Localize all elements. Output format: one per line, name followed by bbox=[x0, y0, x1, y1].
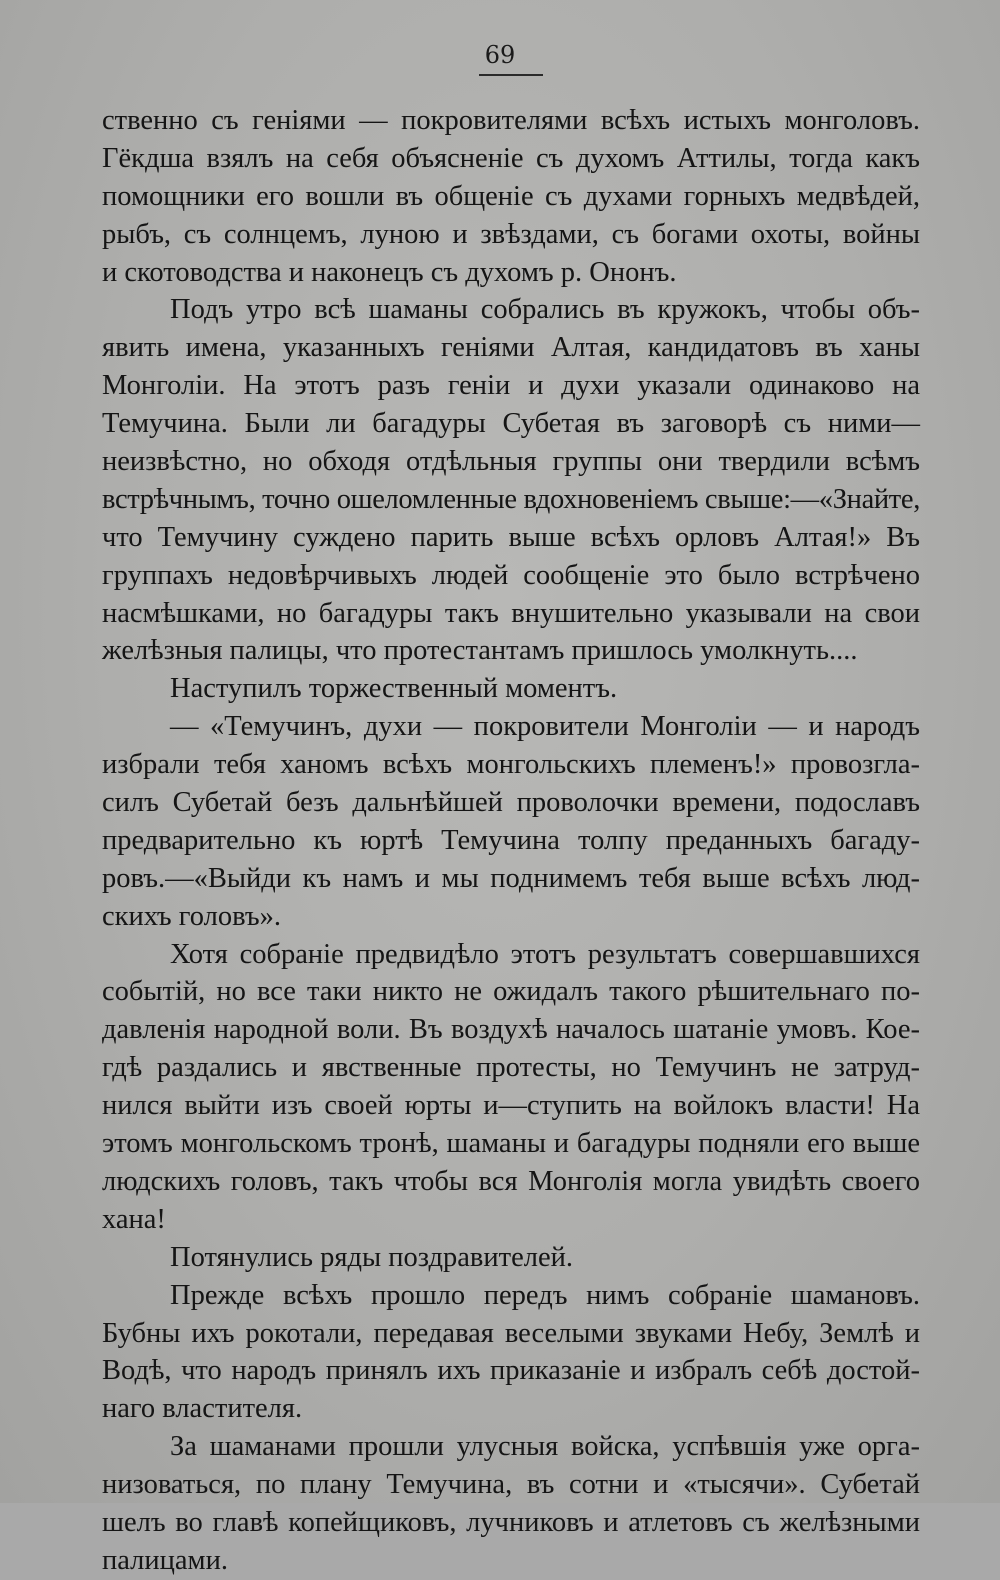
text-line: За шаманами прошли улусныя войска, успѣвшія уже орга- bbox=[170, 1431, 920, 1463]
text-line: желѣзныя палицы, что протестантамъ пришлось умолкнуть.... bbox=[102, 635, 858, 667]
text-line: — «Темучинъ, духи — покровители Монголіи — и народъ bbox=[170, 711, 920, 743]
text-line: неизвѣстно, но обходя отдѣльныя группы они твердили всѣмъ bbox=[102, 446, 920, 478]
text-line: гдѣ раздались и явственные протесты, но Темучинъ не затруд- bbox=[102, 1052, 920, 1084]
text-line: Потянулись ряды поздравителей. bbox=[170, 1241, 573, 1273]
text-line: и скотоводства и наконецъ съ духомъ р. Ононъ. bbox=[102, 256, 677, 288]
text-line: избрали тебя ханомъ всѣхъ монгольскихъ племенъ!» провозгла- bbox=[102, 749, 920, 781]
text-line: встрѣчнымъ, точно ошеломленные вдохновеніемъ свыше:—«Знайте, bbox=[102, 483, 920, 515]
text-line: группахъ недовѣрчивыхъ людей сообщеніе это было встрѣчено bbox=[102, 559, 920, 591]
text-line: хана! bbox=[102, 1203, 166, 1235]
text-line: предварительно къ юртѣ Темучина толпу преданныхъ багаду- bbox=[102, 824, 920, 856]
text-line: ственно съ геніями — покровителями всѣхъ истыхъ монголовъ. bbox=[102, 105, 920, 136]
text-line: Монголіи. На этотъ разъ геніи и духи указали одинаково на bbox=[102, 370, 920, 402]
text-line: помощники его вошли въ общеніе съ духами горныхъ медвѣдей, bbox=[102, 180, 920, 212]
text-line: Темучина. Были ли багадуры Субетая въ заговорѣ съ ними— bbox=[102, 408, 920, 440]
text-line: шелъ во главѣ копейщиковъ, лучниковъ и атлетовъ съ желѣзными bbox=[102, 1506, 920, 1538]
text-line: Гёкдша взялъ на себя объясненіе съ духомъ Аттилы, тогда какъ bbox=[102, 142, 920, 174]
text-line: палицами. bbox=[102, 1544, 228, 1576]
text-line: давленія народной воли. Въ воздухѣ началось шатаніе умовъ. Кое- bbox=[102, 1014, 920, 1046]
text-line: насмѣшками, но багадуры такъ внушительно указывали на свои bbox=[102, 597, 920, 629]
page-number: 69 bbox=[484, 41, 516, 69]
text-line: Подъ утро всѣ шаманы собрались въ кружокъ, чтобы объ- bbox=[170, 294, 920, 326]
text-line: Наступилъ торжественный моментъ. bbox=[170, 673, 618, 705]
text-line: низоваться, по плану Темучина, въ сотни и «тысячи». Субетай bbox=[102, 1469, 920, 1501]
page-header bbox=[0, 40, 1000, 70]
text-line: силъ Субетай безъ дальнѣйшей проволочки времени, подославъ bbox=[102, 787, 920, 819]
text-line: ровъ.—«Выйди къ намъ и мы поднимемъ тебя выше всѣхъ люд- bbox=[102, 862, 920, 894]
text-line: Хотя собраніе предвидѣло этотъ результатъ совершавшихся bbox=[170, 938, 920, 970]
text-line: явить имена, указанныхъ геніями Алтая, кандидатовъ въ ханы bbox=[102, 332, 920, 364]
text-line: Прежде всѣхъ прошло передъ нимъ собраніе шамановъ. bbox=[170, 1279, 920, 1311]
text-line: этомъ монгольскомъ тронѣ, шаманы и багадуры подняли его выше bbox=[102, 1128, 920, 1160]
text-line: событій, но все таки никто не ожидалъ такого рѣшительнаго по- bbox=[102, 976, 920, 1008]
text-line: людскихъ головъ, такъ чтобы вся Монголія могла увидѣть своего bbox=[102, 1165, 920, 1197]
text-line: Бубны ихъ рокотали, передавая веселыми звуками Небу, Землѣ и bbox=[102, 1317, 920, 1349]
text-line: рыбъ, съ солнцемъ, луною и звѣздами, съ богами охоты, войны bbox=[102, 218, 920, 250]
text-line: скихъ головъ». bbox=[102, 900, 281, 932]
text-line: Водѣ, что народъ принялъ ихъ приказаніе и избралъ себѣ достой- bbox=[102, 1355, 920, 1387]
text-line: наго властителя. bbox=[102, 1393, 303, 1425]
page-number-underline bbox=[479, 74, 543, 76]
text-line: что Темучину суждено парить выше всѣхъ орловъ Алтая!» Въ bbox=[102, 521, 920, 553]
text-line: нился выйти изъ своей юрты и—ступить на войлокъ власти! На bbox=[102, 1090, 920, 1122]
body-text bbox=[102, 102, 920, 1580]
